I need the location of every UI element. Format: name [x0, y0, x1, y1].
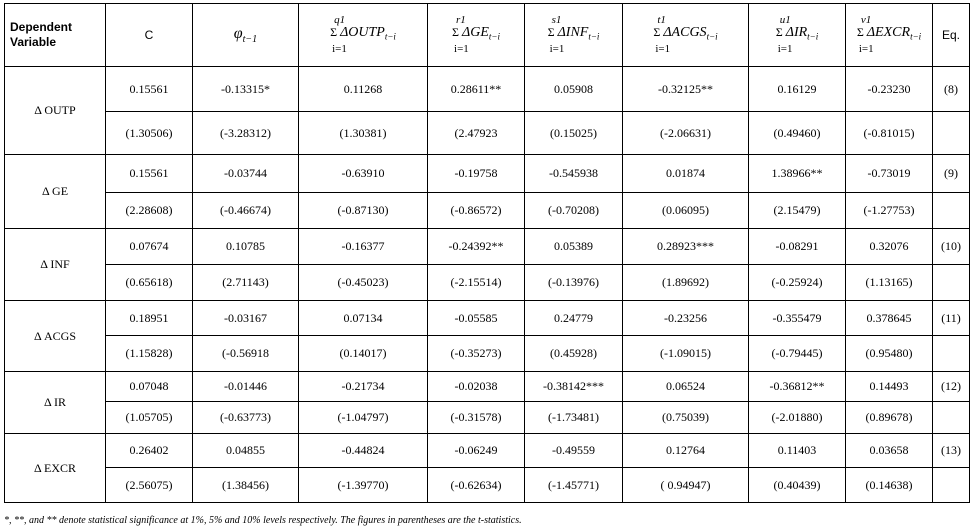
- tstat-cell: (-0.79445): [749, 336, 846, 372]
- tstat-cell: (2.28608): [106, 193, 193, 229]
- tstat-cell: (0.49460): [749, 112, 846, 155]
- coef-cell: -0.73019: [846, 155, 933, 193]
- tstat-row-inf: [5, 265, 970, 301]
- sum-subscript: t−i: [706, 31, 718, 42]
- tstat-cell: (2.56075): [106, 468, 193, 503]
- sum-upper-limit: u1: [779, 14, 791, 27]
- coef-cell: 0.18951: [106, 301, 193, 336]
- tstat-cell: (0.45928): [525, 336, 623, 372]
- sum-subscript: t−i: [588, 31, 600, 42]
- sum-variable: ΔOUTP: [340, 25, 385, 41]
- coef-cell: -0.24392**: [428, 229, 525, 265]
- phi-symbol: φ: [233, 24, 243, 42]
- coef-cell: -0.355479: [749, 301, 846, 336]
- tstat-cell: (-0.63773): [193, 402, 299, 434]
- coef-cell: 0.24779: [525, 301, 623, 336]
- sum-variable: ΔGE: [462, 25, 489, 41]
- coefficient-row-ge: [5, 155, 970, 193]
- eq-empty-cell: [933, 402, 970, 434]
- sum-variable: ΔACGS: [663, 25, 707, 41]
- header-sum-ge: [428, 4, 525, 67]
- tstat-cell: (1.30506): [106, 112, 193, 155]
- coef-cell: 0.15561: [106, 67, 193, 112]
- sum-upper-limit: s1: [551, 14, 562, 27]
- coef-cell: -0.08291: [749, 229, 846, 265]
- coef-cell: -0.36812**: [749, 372, 846, 402]
- sigma-symbol: Σ: [330, 25, 338, 40]
- coef-cell: -0.03744: [193, 155, 299, 193]
- coef-cell: 0.26402: [106, 434, 193, 468]
- tstat-cell: (0.65618): [106, 265, 193, 301]
- tstat-cell: (-0.62634): [428, 468, 525, 503]
- coefficient-row-ir: [5, 372, 970, 402]
- tstat-row-outp: [5, 112, 970, 155]
- tstat-cell: (2.71143): [193, 265, 299, 301]
- eq-empty-cell: [933, 193, 970, 229]
- tstat-cell: (0.40439): [749, 468, 846, 503]
- sigma-symbol: Σ: [547, 25, 555, 40]
- header-sum-outp: [299, 4, 428, 67]
- coef-cell: -0.02038: [428, 372, 525, 402]
- coef-cell: 0.07134: [299, 301, 428, 336]
- table-footnote: *, **, and ** denote statistical significance at 1%, 5% and 10% levels respectively. The figures in parentheses are the t-statistics.: [4, 515, 522, 526]
- coef-cell: -0.44824: [299, 434, 428, 468]
- tstat-cell: (1.89692): [623, 265, 749, 301]
- header-phi: [193, 4, 299, 67]
- sum-lower-limit: i=1: [332, 42, 347, 55]
- coef-cell: -0.49559: [525, 434, 623, 468]
- coef-cell: -0.13315*: [193, 67, 299, 112]
- header-eq: Eq.: [933, 4, 970, 67]
- tstat-cell: (0.06095): [623, 193, 749, 229]
- tstat-cell: (-0.46674): [193, 193, 299, 229]
- coef-cell: 1.38966**: [749, 155, 846, 193]
- tstat-cell: (0.14638): [846, 468, 933, 503]
- sum-subscript: t−i: [807, 31, 819, 42]
- eq-number: (8): [933, 67, 970, 112]
- tstat-cell: (-0.31578): [428, 402, 525, 434]
- coef-cell: -0.38142***: [525, 372, 623, 402]
- tstat-cell: (-0.70208): [525, 193, 623, 229]
- tstat-cell: (1.13165): [846, 265, 933, 301]
- coef-cell: -0.01446: [193, 372, 299, 402]
- dep-var-acgs: Δ ACGS: [5, 301, 106, 372]
- tstat-cell: (-3.28312): [193, 112, 299, 155]
- coef-cell: -0.23230: [846, 67, 933, 112]
- coef-cell: 0.07048: [106, 372, 193, 402]
- tstat-cell: (-0.87130): [299, 193, 428, 229]
- tstat-cell: (-1.27753): [846, 193, 933, 229]
- header-sum-excr: [846, 4, 933, 67]
- eq-number: (13): [933, 434, 970, 468]
- coef-cell: 0.11403: [749, 434, 846, 468]
- sum-lower-limit: i=1: [454, 42, 469, 55]
- sum-lower-limit: i=1: [549, 42, 565, 55]
- sum-upper-limit: t1: [657, 14, 666, 27]
- regression-table: [4, 3, 970, 503]
- tstat-cell: (-0.35273): [428, 336, 525, 372]
- eq-number: (9): [933, 155, 970, 193]
- coef-cell: 0.16129: [749, 67, 846, 112]
- sum-variable: ΔINF: [557, 25, 589, 41]
- coef-cell: 0.12764: [623, 434, 749, 468]
- tstat-cell: (-1.39770): [299, 468, 428, 503]
- tstat-row-acgs: [5, 336, 970, 372]
- sum-variable: ΔEXCR: [866, 25, 911, 41]
- tstat-row-excr: [5, 468, 970, 503]
- coef-cell: -0.03167: [193, 301, 299, 336]
- coefficient-row-inf: [5, 229, 970, 265]
- coef-cell: 0.11268: [299, 67, 428, 112]
- dep-var-outp: Δ OUTP: [5, 67, 106, 155]
- eq-empty-cell: [933, 336, 970, 372]
- eq-number: (12): [933, 372, 970, 402]
- coef-cell: -0.32125**: [623, 67, 749, 112]
- coef-cell: -0.23256: [623, 301, 749, 336]
- header-row: [5, 4, 970, 67]
- coef-cell: 0.01874: [623, 155, 749, 193]
- tstat-cell: (1.38456): [193, 468, 299, 503]
- sigma-symbol: Σ: [775, 25, 783, 40]
- tstat-cell: (-2.15514): [428, 265, 525, 301]
- coef-cell: 0.07674: [106, 229, 193, 265]
- coef-cell: -0.06249: [428, 434, 525, 468]
- tstat-cell: (-0.45023): [299, 265, 428, 301]
- tstat-cell: (-0.81015): [846, 112, 933, 155]
- tstat-cell: (-1.45771): [525, 468, 623, 503]
- tstat-cell: (2.15479): [749, 193, 846, 229]
- tstat-cell: (-0.25924): [749, 265, 846, 301]
- coef-cell: 0.15561: [106, 155, 193, 193]
- tstat-cell: (0.95480): [846, 336, 933, 372]
- header-sum-inf: [525, 4, 623, 67]
- tstat-cell: (-0.13976): [525, 265, 623, 301]
- sum-lower-limit: i=1: [858, 42, 874, 55]
- sum-upper-limit: r1: [456, 14, 466, 27]
- coef-cell: 0.05389: [525, 229, 623, 265]
- coef-cell: -0.19758: [428, 155, 525, 193]
- sum-variable: ΔIR: [785, 25, 808, 41]
- sigma-symbol: Σ: [653, 25, 661, 40]
- coefficient-row-excr: [5, 434, 970, 468]
- sum-subscript: t−i: [910, 31, 922, 42]
- tstat-cell: (0.89678): [846, 402, 933, 434]
- coef-cell: -0.05585: [428, 301, 525, 336]
- sum-lower-limit: i=1: [777, 42, 793, 55]
- coef-cell: 0.06524: [623, 372, 749, 402]
- coef-cell: 0.28923***: [623, 229, 749, 265]
- tstat-cell: (1.15828): [106, 336, 193, 372]
- dep-var-ir: Δ IR: [5, 372, 106, 434]
- coef-cell: 0.10785: [193, 229, 299, 265]
- sum-subscript: t−i: [384, 31, 396, 42]
- tstat-cell: (1.05705): [106, 402, 193, 434]
- tstat-cell: (-1.04797): [299, 402, 428, 434]
- tstat-cell: (2.47923: [428, 112, 525, 155]
- eq-empty-cell: [933, 265, 970, 301]
- sigma-symbol: Σ: [452, 25, 459, 40]
- tstat-cell: (-2.01880): [749, 402, 846, 434]
- coef-cell: -0.545938: [525, 155, 623, 193]
- eq-empty-cell: [933, 112, 970, 155]
- sum-subscript: t−i: [488, 31, 500, 42]
- coefficient-row-acgs: [5, 301, 970, 336]
- eq-number: (10): [933, 229, 970, 265]
- tstat-cell: (-2.06631): [623, 112, 749, 155]
- coef-cell: 0.04855: [193, 434, 299, 468]
- dep-var-excr: Δ EXCR: [5, 434, 106, 503]
- coef-cell: 0.05908: [525, 67, 623, 112]
- tstat-row-ge: [5, 193, 970, 229]
- phi-subscript: t−1: [242, 34, 258, 46]
- eq-number: (11): [933, 301, 970, 336]
- coef-cell: 0.03658: [846, 434, 933, 468]
- coef-cell: -0.63910: [299, 155, 428, 193]
- tstat-cell: (-1.09015): [623, 336, 749, 372]
- tstat-cell: (0.75039): [623, 402, 749, 434]
- dep-var-inf: Δ INF: [5, 229, 106, 301]
- dep-var-ge: Δ GE: [5, 155, 106, 229]
- header-sum-acgs: [623, 4, 749, 67]
- sum-upper-limit: v1: [860, 14, 872, 27]
- coef-cell: -0.16377: [299, 229, 428, 265]
- sum-upper-limit: q1: [334, 14, 346, 27]
- tstat-cell: (0.15025): [525, 112, 623, 155]
- tstat-cell: (-1.73481): [525, 402, 623, 434]
- tstat-cell: (1.30381): [299, 112, 428, 155]
- coef-cell: 0.14493: [846, 372, 933, 402]
- tstat-cell: (-0.86572): [428, 193, 525, 229]
- header-sum-ir: [749, 4, 846, 67]
- coef-cell: 0.28611**: [428, 67, 525, 112]
- coefficient-row-outp: [5, 67, 970, 112]
- coef-cell: 0.32076: [846, 229, 933, 265]
- coef-cell: -0.21734: [299, 372, 428, 402]
- header-dependent-variable: Dependent Variable: [5, 4, 106, 67]
- header-constant: C: [106, 4, 193, 67]
- eq-empty-cell: [933, 468, 970, 503]
- tstat-row-ir: [5, 402, 970, 434]
- tstat-cell: (-0.56918: [193, 336, 299, 372]
- tstat-cell: (0.14017): [299, 336, 428, 372]
- sum-lower-limit: i=1: [655, 42, 671, 55]
- tstat-cell: ( 0.94947): [623, 468, 749, 503]
- coef-cell: 0.378645: [846, 301, 933, 336]
- sigma-symbol: Σ: [856, 25, 864, 40]
